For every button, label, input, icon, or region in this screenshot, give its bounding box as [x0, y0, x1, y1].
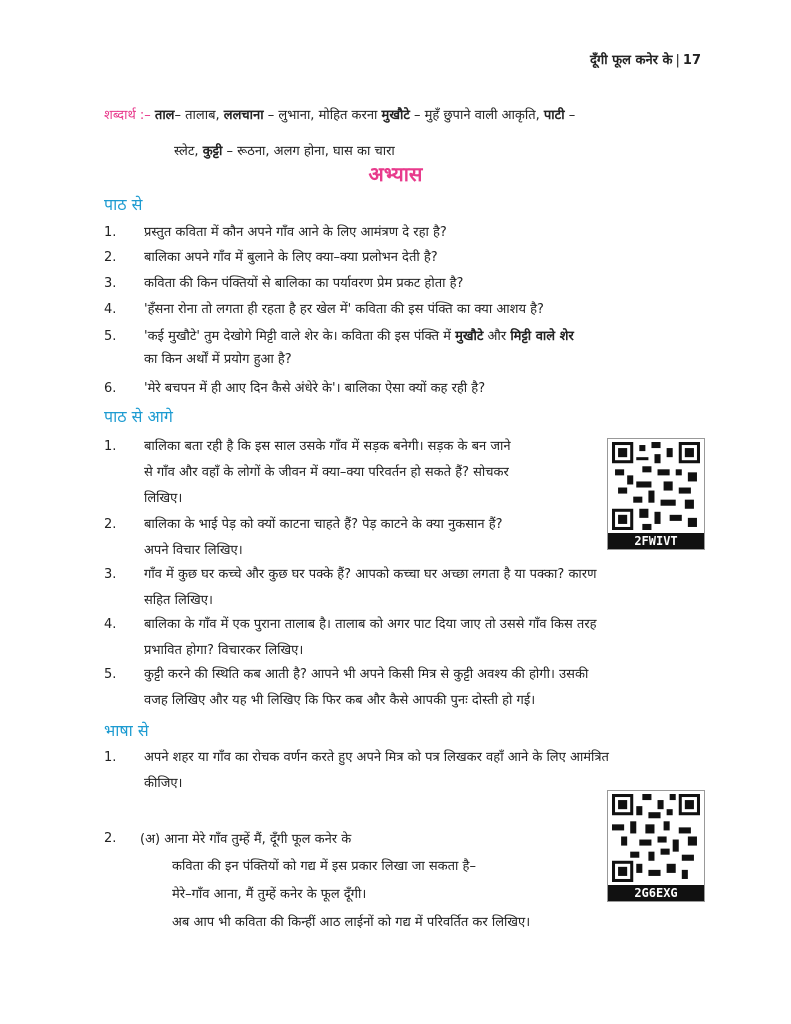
running-header [590, 50, 701, 68]
question-line: प्रभावित होगा? विचारकर लिखिए। [144, 643, 304, 658]
question-line: गाँव में कुछ घर कच्चे और कुछ घर पक्के हैं? आपको कच्चा घर अच्छा लगता है या पक्का? कारण [144, 567, 597, 582]
question-number: 1. [104, 750, 117, 765]
question-text [144, 562, 597, 614]
question-line: बालिका बता रही है कि इस साल उसके गाँव में सड़क बनेगी। सड़क के बन जाने [144, 439, 511, 454]
question-line: (अ) आना मेरे गाँव तुम्हें मैं, दूँगी फूल कनेर के [140, 832, 352, 847]
question-number: 3. [104, 567, 117, 582]
question-text: 'मेरे बचपन में ही आए दिन कैसे अंधेरे के'। बालिका ऐसा क्यों कह रही है? [144, 381, 486, 396]
emphasis: मिट्टी वाले शेर [510, 329, 574, 344]
glossary-def: – [564, 108, 576, 123]
glossary-def: – तालाब, [174, 108, 220, 123]
subheading-path-se-aage: पाठ से आगे [104, 407, 173, 426]
qr-code [607, 438, 705, 550]
question-text [144, 745, 609, 797]
question-line: से गाँव और वहाँ के लोगों के जीवन में क्या–क्या परिवर्तन हो सकते हैं? सोचकर [144, 465, 509, 480]
question-number: 5. [104, 329, 117, 344]
glossary-label: शब्दार्थ :– [104, 108, 151, 123]
question-number: 2. [104, 831, 117, 846]
glossary-def: स्लेट, [174, 144, 203, 159]
question-text: बालिका अपने गाँव में बुलाने के लिए क्या–क्या प्रलोभन देती है? [144, 250, 438, 265]
glossary-def: – लुभाना, मोहित करना [263, 108, 382, 123]
chapter-title: दूँगी फूल कनेर के [590, 53, 673, 68]
glossary-term: ललचाना [223, 108, 264, 123]
question-line: सहित लिखिए। [144, 593, 213, 608]
question-number: 4. [104, 617, 117, 632]
question-text: प्रस्तुत कविता में कौन अपने गाँव आने के लिए आमंत्रण दे रहा है? [144, 225, 447, 240]
question-line: कविता की इन पंक्तियों को गद्य में इस प्रकार लिखा जा सकता है– [172, 859, 476, 874]
subheading-bhasha-se: भाषा से [104, 721, 149, 740]
question-number: 4. [104, 302, 117, 317]
glossary-term: कुट्टी [202, 144, 223, 159]
question-text [144, 612, 597, 664]
qr-pattern [612, 794, 700, 882]
glossary-term: मुखौटे [381, 108, 410, 123]
header-separator: | [675, 53, 680, 68]
question-line: कुट्टी करने की स्थिति कब आती है? आपने भी अपने किसी मित्र से कुट्टी अवश्य की होगी। उसकी [144, 667, 589, 682]
question-number: 3. [104, 276, 117, 291]
question-line: लिखिए। [144, 491, 183, 506]
question-number: 6. [104, 381, 117, 396]
glossary-term: पाटी [543, 108, 565, 123]
question-line: कीजिए। [144, 776, 183, 791]
subheading-path-se: पाठ से [104, 195, 143, 214]
qr-pattern [612, 442, 700, 530]
question-line: मेरे–गाँव आना, मैं तुम्हें कनेर के फूल दूँगी। [172, 887, 367, 902]
question-number: 1. [104, 225, 117, 240]
qr-code-label: 2FWIVT [608, 533, 704, 549]
question-number: 5. [104, 667, 117, 682]
question-number: 1. [104, 439, 117, 454]
section-title: अभ्यास [368, 162, 423, 186]
question-subtext [172, 853, 530, 937]
question-text: का किन अर्थों में प्रयोग हुआ है? [144, 352, 292, 367]
qr-code [607, 790, 705, 902]
emphasis: मुखौटे [455, 329, 484, 344]
question-number: 2. [104, 517, 117, 532]
question-line: अब आप भी कविता की किन्हीं आठ लाईनों को गद्य में परिवर्तित कर लिखिए। [172, 915, 531, 930]
question-text [140, 826, 351, 854]
qr-code-label: 2G6EXG [608, 885, 704, 901]
question-text-part: और [483, 329, 511, 344]
question-text-part: 'कई मुखौटे' तुम देखोगे मिट्टी वाले शेर के। कविता की इस पंक्ति में [144, 329, 456, 344]
question-text [144, 512, 503, 564]
page-number: 17 [682, 53, 701, 68]
question-line: वजह लिखिए और यह भी लिखिए कि फिर कब और कैसे आपकी पुनः दोस्ती हो गई। [144, 693, 536, 708]
question-line: बालिका के भाई पेड़ को क्यों काटना चाहते हैं? पेड़ काटने के क्या नुकसान हैं? [144, 517, 503, 532]
question-text [144, 434, 511, 512]
question-text: कविता की किन पंक्तियों से बालिका का पर्यावरण प्रेम प्रकट होता है? [144, 276, 464, 291]
glossary-term: ताल [154, 108, 175, 123]
question-number: 2. [104, 250, 117, 265]
question-text [144, 662, 588, 714]
question-line: अपने शहर या गाँव का रोचक वर्णन करते हुए अपने मित्र को पत्र लिखकर वहाँ आने के लिए आमंत्रित [144, 750, 609, 765]
glossary-def: – मुहँ छुपाने वाली आकृति, [409, 108, 544, 123]
question-line: बालिका के गाँव में एक पुराना तालाब है। तालाब को अगर पाट दिया जाए तो उससे गाँव किस तरह [144, 617, 597, 632]
question-line: अपने विचार लिखिए। [144, 543, 243, 558]
glossary-def: – रूठना, अलग होना, घास का चारा [222, 144, 395, 159]
question-text: 'हँसना रोना तो लगता ही रहता है हर खेल में' कविता की इस पंक्ति का क्या आशय है? [144, 302, 544, 317]
